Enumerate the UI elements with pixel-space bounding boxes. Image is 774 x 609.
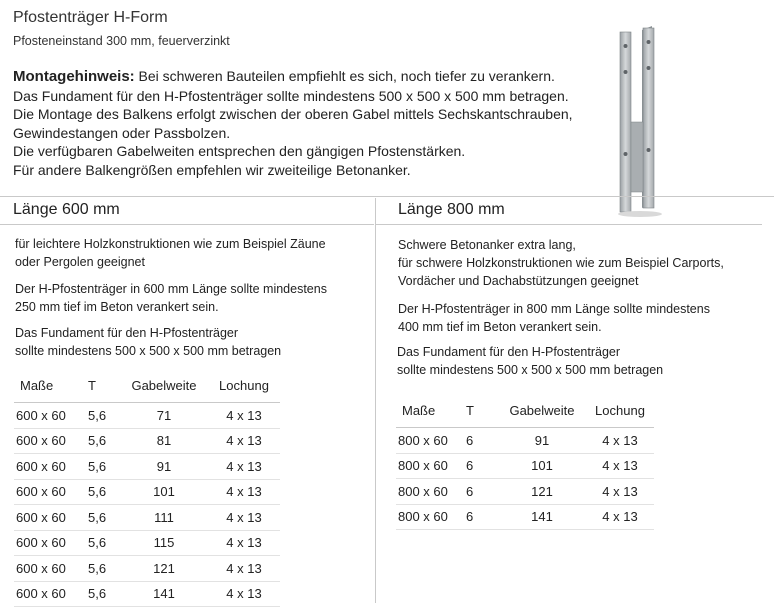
cell-lochung: 4 x 13 [602, 509, 638, 525]
cell-t: 6 [466, 509, 474, 525]
cell-masse: 600 x 60 [16, 458, 66, 474]
cell-gabelweite: 101 [531, 458, 553, 474]
text-line: 250 mm tief im Beton verankert sein. [15, 300, 219, 314]
cell-lochung: 4 x 13 [226, 433, 262, 449]
notes-first-text: Bei schweren Bauteilen empfiehlt es sich, noch tiefer zu verankern. [134, 68, 555, 84]
table-row [14, 556, 280, 582]
right-spec-table [396, 397, 654, 530]
cell-gabelweite: 91 [534, 432, 550, 448]
column-divider [375, 198, 376, 603]
cell-masse: 800 x 60 [398, 509, 448, 525]
cell-gabelweite: 115 [153, 535, 175, 551]
table-row [396, 453, 654, 479]
col-header-masse: Maße [402, 402, 436, 418]
right-paragraph-1 [398, 236, 724, 290]
col-header-gabelweite: Gabelweite [131, 377, 197, 393]
notes-line: Das Fundament für den H-Pfostenträger sollte mindestens 500 x 500 x 500 mm betragen. [13, 87, 569, 104]
product-image [612, 22, 668, 220]
table-row [396, 479, 654, 505]
cell-t: 6 [466, 458, 474, 474]
notes-line: Gewindestangen oder Passbolzen. [13, 124, 231, 141]
notes-line: Die Montage des Balkens erfolgt zwischen der oberen Gabel mittels Sechskantschrauben, [13, 106, 573, 122]
cell-masse: 600 x 60 [16, 407, 66, 423]
text-line: Das Fundament für den H-Pfostenträger [397, 345, 621, 359]
table-row [14, 530, 280, 556]
cell-masse: 800 x 60 [398, 432, 448, 448]
page-subtitle: Pfosteneinstand 300 mm, feuerverzinkt [13, 34, 230, 48]
table-header-row [14, 372, 280, 403]
left-paragraph-3 [15, 324, 281, 360]
cell-gabelweite: 141 [531, 509, 553, 525]
col-header-masse: Maße [20, 377, 54, 393]
text-line: für schwere Holzkonstruktionen wie zum Beispiel Carports, [398, 256, 724, 270]
text-line: oder Pergolen geeignet [15, 255, 145, 269]
text-line: Der H-Pfostenträger in 600 mm Länge sollte mindestens [15, 282, 327, 296]
left-paragraph-1 [15, 235, 326, 271]
cell-gabelweite: 71 [156, 407, 172, 423]
cell-t: 6 [466, 432, 474, 448]
notes-label: Montagehinweis: [13, 68, 135, 85]
left-section-title: Länge 600 mm [13, 201, 120, 218]
cell-lochung: 4 x 13 [226, 586, 262, 602]
cell-gabelweite: 141 [153, 586, 175, 602]
cell-t: 5,6 [88, 433, 107, 449]
cell-masse: 600 x 60 [16, 560, 66, 576]
notes-line: Die verfügbaren Gabelweiten entsprechen den gängigen Pfostenstärken. [13, 143, 466, 159]
page-title: Pfostenträger H-Form [13, 9, 168, 26]
cell-lochung: 4 x 13 [226, 509, 262, 525]
text-line: 400 mm tief im Beton verankert sein. [398, 320, 602, 334]
col-header-gabelweite: Gabelweite [509, 402, 575, 418]
col-header-t: T [88, 377, 96, 393]
table-row [396, 504, 654, 530]
table-row [14, 479, 280, 505]
cell-masse: 600 x 60 [16, 509, 66, 525]
cell-lochung: 4 x 13 [226, 484, 262, 500]
table-row [14, 505, 280, 531]
text-line: für leichtere Holzkonstruktionen wie zum Beispiel Zäune [15, 237, 326, 251]
cell-t: 5,6 [88, 560, 107, 576]
col-header-lochung: Lochung [219, 377, 269, 393]
left-paragraph-2 [15, 280, 327, 316]
right-title-underline [376, 224, 762, 225]
cell-lochung: 4 x 13 [602, 432, 638, 448]
cell-t: 5,6 [88, 484, 107, 500]
cell-gabelweite: 81 [156, 433, 172, 449]
cell-t: 5,6 [88, 535, 107, 551]
cell-gabelweite: 121 [153, 560, 175, 576]
assembly-notes [13, 67, 573, 179]
cell-masse: 800 x 60 [398, 483, 448, 499]
section-top-divider [0, 196, 774, 197]
cell-lochung: 4 x 13 [602, 483, 638, 499]
text-line: sollte mindestens 500 x 500 x 500 mm betragen [15, 344, 282, 358]
cell-gabelweite: 91 [156, 458, 172, 474]
cell-gabelweite: 101 [153, 484, 175, 500]
cell-gabelweite: 111 [154, 509, 174, 525]
text-line: Schwere Betonanker extra lang, [398, 238, 576, 252]
table-row [14, 403, 280, 429]
notes-line: Für andere Balkengrößen empfehlen wir zweiteilige Betonanker. [13, 161, 411, 178]
right-paragraph-3 [397, 343, 663, 379]
cell-t: 5,6 [88, 407, 107, 423]
cell-t: 5,6 [88, 509, 107, 525]
left-spec-table [14, 372, 280, 607]
left-title-underline [0, 224, 374, 225]
right-section-title: Länge 800 mm [398, 201, 505, 218]
cell-masse: 600 x 60 [16, 586, 66, 602]
cell-masse: 600 x 60 [16, 433, 66, 449]
notes-first-line [13, 67, 573, 87]
cell-lochung: 4 x 13 [226, 458, 262, 474]
cell-lochung: 4 x 13 [226, 407, 262, 423]
cell-masse: 800 x 60 [398, 458, 448, 474]
text-line: Der H-Pfostenträger in 800 mm Länge sollte mindestens [398, 302, 710, 316]
text-line: Vordächer und Dachabstützungen geeignet [398, 274, 639, 288]
table-row [14, 581, 280, 607]
cell-masse: 600 x 60 [16, 484, 66, 500]
cell-lochung: 4 x 13 [602, 458, 638, 474]
cell-masse: 600 x 60 [16, 535, 66, 551]
text-line: sollte mindestens 500 x 500 x 500 mm betragen [397, 363, 664, 377]
table-row [14, 454, 280, 480]
text-line: Das Fundament für den H-Pfostenträger [15, 326, 239, 340]
table-header-row [396, 397, 654, 428]
table-row [396, 428, 654, 454]
col-header-t: T [466, 402, 474, 418]
cell-t: 5,6 [88, 458, 107, 474]
right-paragraph-2 [398, 300, 710, 336]
cell-t: 6 [466, 483, 474, 499]
cell-t: 5,6 [88, 586, 107, 602]
cell-gabelweite: 121 [531, 483, 553, 499]
col-header-lochung: Lochung [595, 402, 645, 418]
cell-lochung: 4 x 13 [226, 535, 262, 551]
table-row [14, 428, 280, 454]
cell-lochung: 4 x 13 [226, 560, 262, 576]
